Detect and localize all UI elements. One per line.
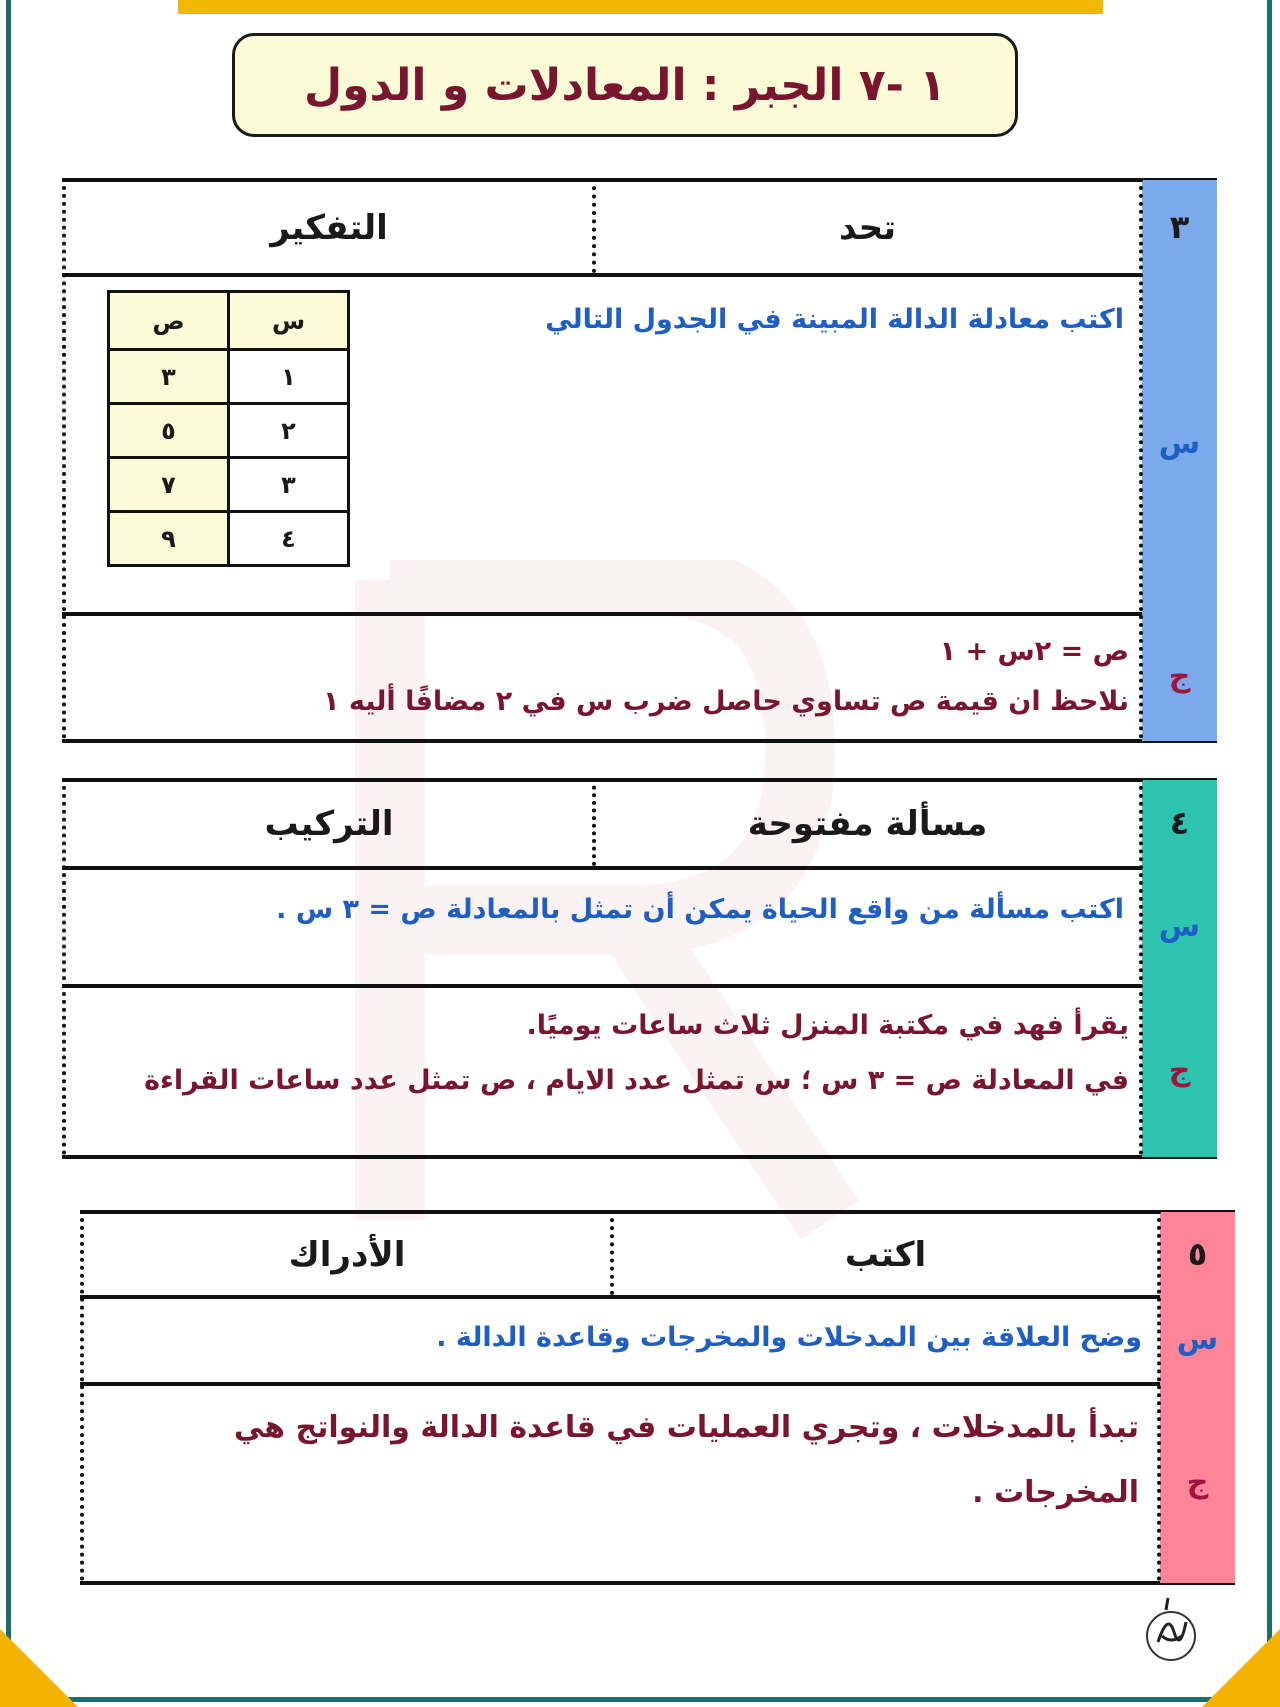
x-value: ٢	[229, 404, 349, 458]
signature-seal	[1138, 1592, 1204, 1666]
question-type: تحد	[839, 207, 896, 248]
divider	[80, 1382, 1235, 1386]
answer-line-1: ص = ٢س + ١	[939, 636, 1129, 667]
skill-label: التركيب	[264, 804, 394, 844]
exercise-section-3	[62, 178, 1217, 743]
answer-label: ج	[1186, 1465, 1209, 1500]
answer-line-2: في المعادلة ص = ٣ س ؛ س تمثل عدد الايام ، ص تمثل عدد ساعات القراءة	[144, 1065, 1129, 1096]
column-divider	[1139, 178, 1143, 739]
values-table	[107, 290, 350, 567]
x-value: ٣	[229, 458, 349, 512]
question-label: س	[1158, 908, 1201, 944]
exercise-number: ٥	[1187, 1234, 1208, 1273]
divider	[62, 273, 1217, 277]
y-value: ٥	[109, 404, 229, 458]
question-type: اكتب	[844, 1234, 927, 1275]
divider	[80, 1295, 1235, 1299]
table-row	[109, 512, 349, 566]
skill-label: التفكير	[270, 207, 388, 248]
table-header-row	[109, 292, 349, 350]
question-text: اكتب معادلة الدالة المبينة في الجدول التالي	[545, 304, 1124, 335]
column-header-x: س	[229, 292, 349, 350]
table-row	[109, 458, 349, 512]
divider	[62, 612, 1217, 616]
y-value: ٧	[109, 458, 229, 512]
divider	[62, 984, 1217, 988]
x-value: ١	[229, 350, 349, 404]
lesson-title: ١ -٧ الجبر : المعادلات و الدول	[303, 59, 947, 111]
question-text: اكتب مسألة من واقع الحياة يمكن أن تمثل بالمعادلة ص = ٣ س .	[276, 894, 1124, 925]
column-divider	[1139, 778, 1143, 1155]
column-header-y: ص	[109, 292, 229, 350]
question-text: وضح العلاقة بين المدخلات والمخرجات وقاعدة الدالة .	[436, 1322, 1142, 1353]
question-label: س	[1176, 1322, 1219, 1357]
y-value: ٩	[109, 512, 229, 566]
exercise-section-5	[80, 1210, 1235, 1586]
answer-line-2: المخرجات .	[972, 1475, 1139, 1510]
exercise-number: ٤	[1169, 804, 1190, 842]
lesson-title-box	[232, 33, 1018, 137]
question-type: مسألة مفتوحة	[747, 804, 988, 844]
y-value: ٣	[109, 350, 229, 404]
table-row	[109, 404, 349, 458]
exercise-number: ٣	[1169, 207, 1190, 246]
exercise-section-4	[62, 778, 1217, 1160]
answer-line-1: يقرأ فهد في مكتبة المنزل ثلاث ساعات يوميًا.	[526, 1010, 1129, 1041]
answer-line-1: تبدأ بالمدخلات ، وتجري العمليات في قاعدة الدالة والنواتج هي	[233, 1410, 1139, 1445]
divider	[62, 739, 1217, 743]
divider	[62, 866, 1217, 870]
corner-decoration-left	[0, 1629, 78, 1707]
divider	[62, 1155, 1217, 1159]
question-label: س	[1158, 426, 1201, 461]
answer-line-2: نلاحظ ان قيمة ص تساوي حاصل ضرب س في ٢ مضافًا أليه ١	[323, 686, 1129, 717]
column-divider	[1157, 1210, 1161, 1581]
skill-label: الأدراك	[288, 1234, 406, 1275]
divider	[80, 1581, 1235, 1585]
answer-label: ج	[1168, 659, 1191, 694]
table-row	[109, 350, 349, 404]
corner-decoration-right	[1202, 1629, 1280, 1707]
top-accent-bar	[178, 0, 1103, 14]
answer-label: ج	[1168, 1053, 1191, 1088]
x-value: ٤	[229, 512, 349, 566]
